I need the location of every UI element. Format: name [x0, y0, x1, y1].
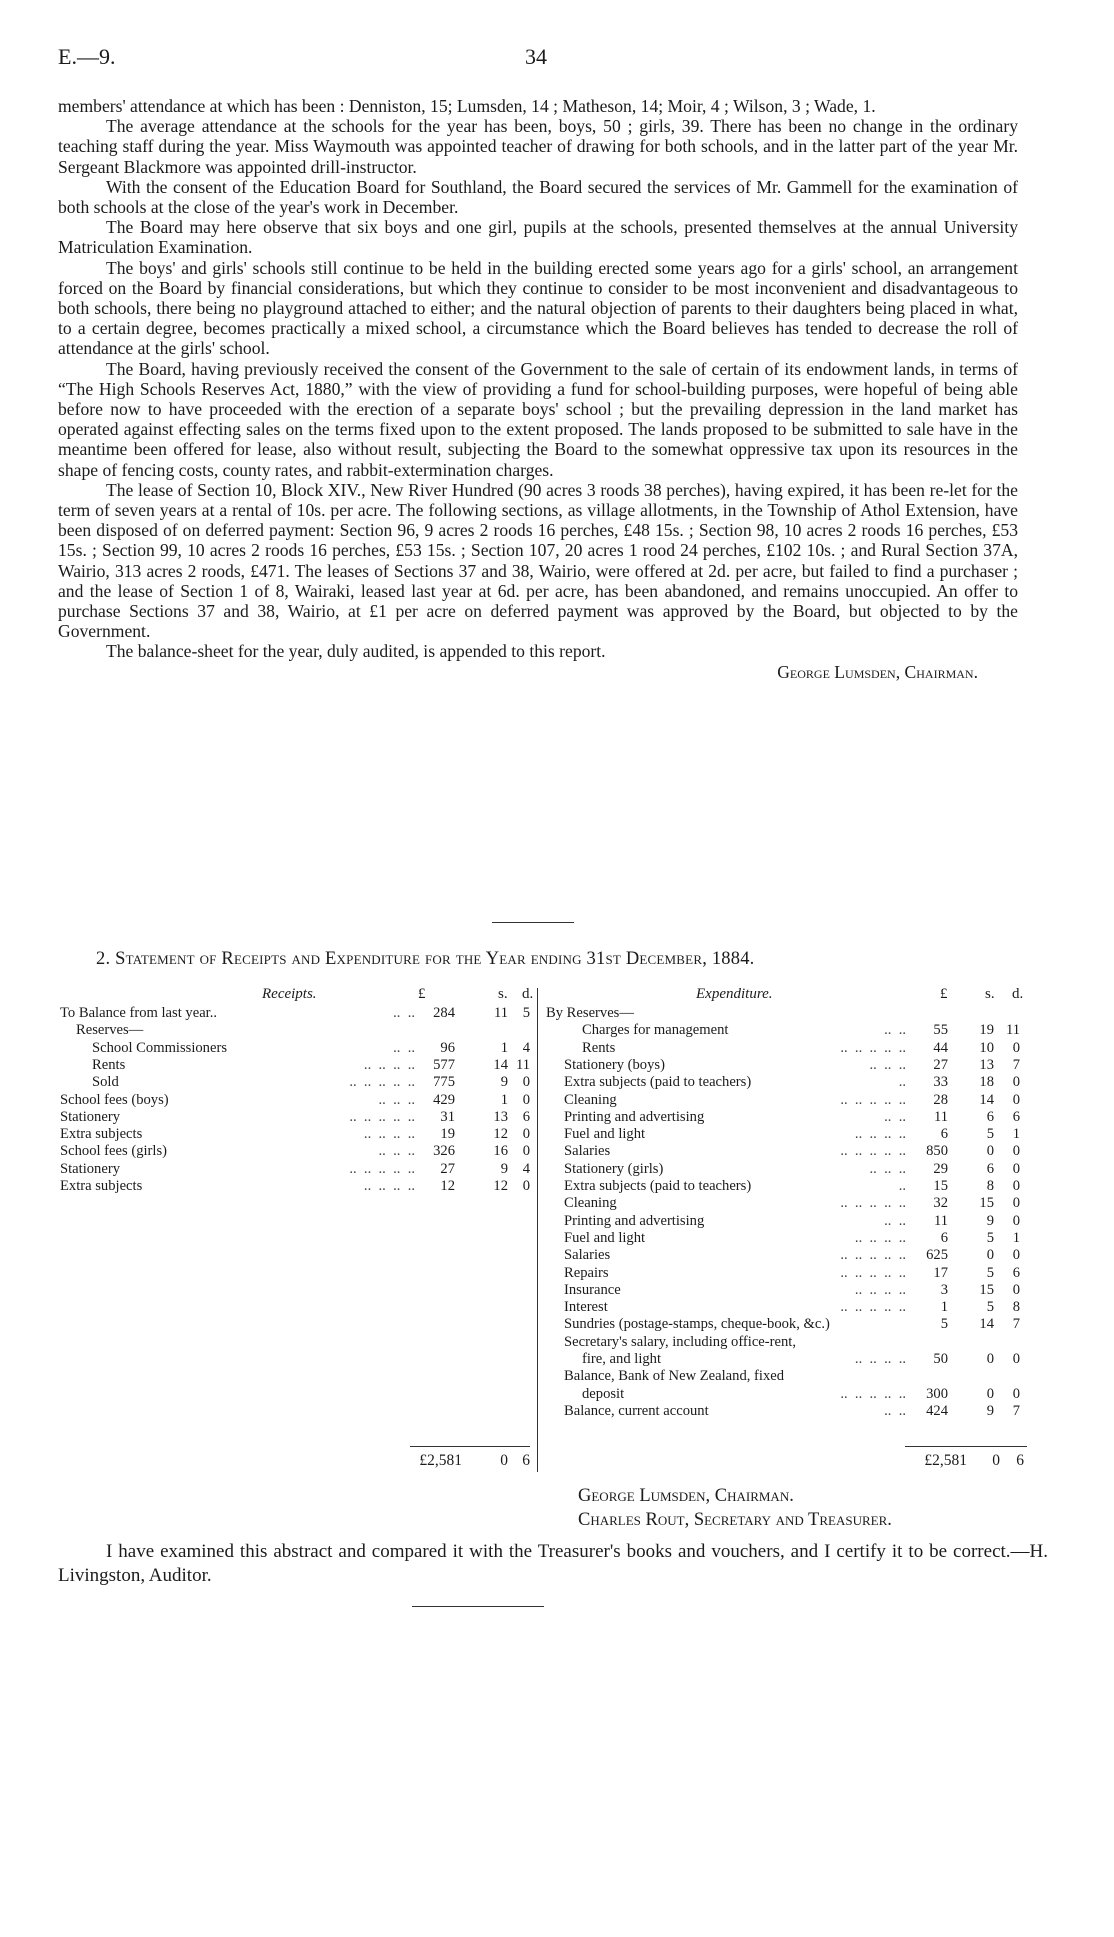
- expenditure-row: [546, 1230, 1026, 1247]
- auditor-note: I have examined this abstract and compared it with the Treasurer's books and vouchers, and I certify it to be correct.—H. Livingston, Auditor.: [58, 1541, 1048, 1586]
- expenditure-amount-pence: 0: [1012, 1178, 1020, 1194]
- expenditure-label: Fuel and light: [564, 1126, 646, 1143]
- receipts-amount-pounds: 27: [440, 1160, 455, 1177]
- expenditure-label: Balance, Bank of New Zealand, fixed: [564, 1368, 785, 1385]
- expenditure-label: Cleaning: [564, 1195, 617, 1212]
- expenditure-amount-pounds: 44: [933, 1039, 948, 1056]
- expenditure-row: [546, 1109, 1026, 1126]
- expenditure-row: [546, 1213, 1026, 1230]
- receipts-amount-shillings: 9: [500, 1074, 508, 1091]
- receipts-amount-pounds: 12: [440, 1178, 455, 1194]
- expenditure-label: Charges for management: [582, 1022, 729, 1039]
- expenditure-row: [546, 1368, 1026, 1385]
- report-body: [58, 96, 1018, 682]
- expenditure-amount-pence: 0: [1012, 1091, 1020, 1108]
- expenditure-amount-pence: 0: [1012, 1351, 1020, 1367]
- expenditure-amount-pounds: 29: [933, 1160, 948, 1177]
- expenditure-leader-dots: .. .. .. .. ..: [840, 1091, 906, 1108]
- expenditure-row: [546, 1022, 1026, 1039]
- expenditure-row: [546, 1040, 1026, 1057]
- expenditure-amount-shillings: 5: [986, 1126, 994, 1143]
- section-divider: [492, 922, 574, 923]
- expenditure-amount-pence: 0: [1012, 1160, 1020, 1177]
- receipts-amount-pence: 4: [522, 1160, 530, 1177]
- column-divider: [537, 988, 538, 1472]
- expenditure-label: Printing and advertising: [564, 1212, 705, 1229]
- expenditure-label: By Reserves—: [546, 1005, 634, 1021]
- receipts-row: [60, 1022, 535, 1039]
- expenditure-leader-dots: .. .. .. .. ..: [840, 1039, 906, 1056]
- expenditure-amount-pounds: 6: [940, 1126, 948, 1143]
- expenditure-row: [546, 1351, 1026, 1368]
- paragraph-2: The average attendance at the schools for the year has been, boys, 50 ; girls, 39. There has been no change in the ordinary teaching staff during the year. Miss Waymouth was appointed teacher of drawing for both schools, and in the latter part of the year Mr. Sergeant Blackmore was appointed drill-instructor.: [58, 116, 1018, 177]
- receipts-heading: Receipts.: [262, 986, 317, 1002]
- receipts-amount-pounds: 326: [433, 1143, 455, 1160]
- receipts-total-pence: 6: [522, 1452, 530, 1469]
- page-number: 34: [525, 44, 547, 69]
- expenditure-row: [546, 1299, 1026, 1316]
- receipts-total-shillings: 0: [500, 1452, 508, 1469]
- receipts-label: Stationery: [60, 1108, 120, 1125]
- receipts-row: [60, 1074, 535, 1091]
- expenditure-amount-pence: 7: [1012, 1402, 1020, 1419]
- expenditure-amount-pence: 0: [1012, 1212, 1020, 1229]
- receipts-label: School fees (girls): [60, 1143, 167, 1160]
- expenditure-amount-shillings: 0: [986, 1351, 994, 1367]
- receipts-label: School Commissioners: [92, 1039, 227, 1056]
- receipts-amount-pounds: 429: [433, 1091, 455, 1108]
- expenditure-label: Salaries: [564, 1247, 611, 1264]
- expenditure-leader-dots: .. .. .. ..: [854, 1281, 906, 1298]
- expenditure-amount-shillings: 5: [986, 1229, 994, 1246]
- expenditure-amount-shillings: 0: [986, 1385, 994, 1402]
- receipts-pence-head: d.: [522, 986, 534, 1002]
- receipts-amount-shillings: 9: [500, 1160, 508, 1177]
- expenditure-amount-pounds: 3: [940, 1281, 948, 1298]
- expenditure-amount-pounds: 55: [933, 1022, 948, 1039]
- expenditure-label: Sundries (postage-stamps, cheque-book, &c.): [564, 1316, 830, 1333]
- chairman-signature: George Lumsden, Chairman.: [578, 1486, 794, 1506]
- receipts-amount-shillings: 11: [493, 1005, 508, 1021]
- receipts-amount-pounds: 284: [433, 1005, 455, 1021]
- receipts-amount-shillings: 1: [500, 1091, 508, 1108]
- expenditure-amount-shillings: 6: [986, 1160, 994, 1177]
- expenditure-total-pounds: £2,581: [924, 1452, 967, 1469]
- expenditure-leader-dots: .. ..: [884, 1108, 906, 1125]
- expenditure-amount-pence: 0: [1012, 1195, 1020, 1212]
- expenditure-amount-pounds: 32: [933, 1195, 948, 1212]
- expenditure-leader-dots: .. .. .. ..: [854, 1126, 906, 1143]
- expenditure-amount-pence: 8: [1012, 1299, 1020, 1316]
- expenditure-amount-shillings: 0: [986, 1247, 994, 1264]
- receipts-label: To Balance from last year..: [60, 1005, 218, 1021]
- expenditure-amount-pounds: 850: [926, 1143, 948, 1160]
- expenditure-leader-dots: .. .. .. ..: [854, 1229, 906, 1246]
- paragraph-5: The boys' and girls' schools still continue to be held in the building erected some years ago for a girls' school, an arrangement forced on the Board by financial considerations, but which they continue to consider to be most inconvenient and disadvantageous to both schools, there being no playground attached to either; and the natural objection of parents to their daughters being placed in what, to a certain degree, becomes practically a mixed school, a circumstance which the Board believes has tended to decrease the roll of attendance at the girls' school.: [58, 257, 1018, 359]
- expenditure-row: [546, 1126, 1026, 1143]
- expenditure-leader-dots: .. .. .. ..: [854, 1351, 906, 1367]
- receipts-label: Stationery: [60, 1160, 120, 1177]
- receipts-row: [60, 1040, 535, 1057]
- receipts-row: [60, 1143, 535, 1160]
- expenditure-amount-pounds: 424: [926, 1402, 948, 1419]
- receipts-amount-pounds: 19: [440, 1126, 455, 1143]
- receipts-amount-pounds: 31: [440, 1108, 455, 1125]
- expenditure-total-rule: [905, 1446, 1027, 1447]
- receipts-label: Extra subjects: [60, 1178, 143, 1194]
- receipts-amount-pounds: 96: [440, 1039, 455, 1056]
- expenditure-amount-pence: 11: [1005, 1022, 1020, 1039]
- expenditure-amount-pounds: 625: [926, 1247, 948, 1264]
- receipts-amount-pence: 5: [522, 1005, 530, 1021]
- expenditure-amount-shillings: 13: [979, 1056, 994, 1073]
- expenditure-leader-dots: .. ..: [884, 1212, 906, 1229]
- receipts-total-rule: [410, 1446, 530, 1447]
- receipts-amount-pence: 0: [522, 1074, 530, 1091]
- paragraph-6: The Board, having previously received the consent of the Government to the sale of certain of its endowment lands, in terms of “The High Schools Reserves Act, 1880,” with the view of providing a fund for school-building purposes, were hopeful of being able before now to have proceeded with the erection of a separate boys' school ; but the prevailing depression in the land market has operated against effecting sales on the terms fixed upon to the extent proposed. The lands proposed to be submitted to sale have in the meantime been offered for lease, also without result, subjecting the Board to the somewhat oppressive tax upon its resources in the shape of fencing costs, county rates, and rabbit-extermination charges.: [58, 358, 1018, 480]
- receipts-amount-pence: 11: [515, 1056, 530, 1073]
- expenditure-row: [546, 1247, 1026, 1264]
- receipts-amount-pence: 0: [522, 1126, 530, 1143]
- receipts-amount-pence: 4: [522, 1039, 530, 1056]
- expenditure-row: [546, 1316, 1026, 1333]
- receipts-leader-dots: .. .. .. ..: [363, 1178, 415, 1194]
- expenditure-leader-dots: ..: [898, 1074, 906, 1091]
- receipts-amount-pence: 0: [522, 1178, 530, 1194]
- receipts-leader-dots: .. .. ..: [378, 1091, 415, 1108]
- expenditure-amount-pence: 1: [1012, 1126, 1020, 1143]
- expenditure-amount-pence: 0: [1012, 1247, 1020, 1264]
- receipts-amount-shillings: 16: [493, 1143, 508, 1160]
- expenditure-amount-pounds: 27: [933, 1056, 948, 1073]
- receipts-amount-pence: 0: [522, 1091, 530, 1108]
- expenditure-row: [546, 1074, 1026, 1091]
- closing-divider: [412, 1606, 544, 1607]
- expenditure-leader-dots: .. ..: [884, 1022, 906, 1039]
- receipts-leader-dots: .. .. .. ..: [363, 1056, 415, 1073]
- expenditure-amount-shillings: 9: [986, 1212, 994, 1229]
- receipts-leader-dots: .. .. ..: [378, 1143, 415, 1160]
- expenditure-row: [546, 1161, 1026, 1178]
- expenditure-label: Cleaning: [564, 1091, 617, 1108]
- expenditure-leader-dots: .. .. .. .. ..: [840, 1247, 906, 1264]
- expenditure-label: fire, and light: [582, 1351, 662, 1367]
- expenditure-row: [546, 1282, 1026, 1299]
- expenditure-label: Stationery (boys): [564, 1056, 665, 1073]
- expenditure-amount-shillings: 10: [979, 1039, 994, 1056]
- receipts-label: Sold: [92, 1074, 119, 1091]
- expenditure-amount-shillings: 0: [986, 1143, 994, 1160]
- expenditure-amount-shillings: 15: [979, 1195, 994, 1212]
- expenditure-amount-shillings: 19: [979, 1022, 994, 1039]
- expenditure-amount-pence: 6: [1012, 1264, 1020, 1281]
- expenditure-leader-dots: .. .. ..: [869, 1056, 906, 1073]
- expenditure-leader-dots: .. .. .. .. ..: [840, 1195, 906, 1212]
- expenditure-amount-shillings: 15: [979, 1281, 994, 1298]
- receipts-row: [60, 1161, 535, 1178]
- expenditure-amount-pounds: 5: [940, 1316, 948, 1333]
- expenditure-row: [546, 1178, 1026, 1195]
- receipts-row: [60, 1126, 535, 1143]
- document-code: E.—9.: [58, 44, 116, 69]
- expenditure-amount-pence: 0: [1012, 1074, 1020, 1091]
- expenditure-amount-pounds: 6: [940, 1229, 948, 1246]
- expenditure-amount-pounds: 1: [940, 1299, 948, 1316]
- secretary-signature: Charles Rout, Secretary and Treasurer.: [578, 1510, 892, 1530]
- expenditure-shilling-head: s.: [985, 986, 995, 1002]
- paragraph-4: The Board may here observe that six boys and one girl, pupils at the schools, presented themselves at the annual University Matriculation Examination.: [58, 217, 1018, 258]
- expenditure-amount-shillings: 9: [986, 1402, 994, 1419]
- expenditure-label: deposit: [582, 1385, 625, 1402]
- expenditure-row: [546, 1005, 1026, 1022]
- expenditure-amount-shillings: 14: [979, 1316, 994, 1333]
- receipts-row: [60, 1005, 535, 1022]
- receipts-amount-pounds: 577: [433, 1056, 455, 1073]
- expenditure-amount-pounds: 300: [926, 1385, 948, 1402]
- expenditure-label: Repairs: [564, 1264, 609, 1281]
- expenditure-leader-dots: ..: [898, 1178, 906, 1194]
- expenditure-label: Extra subjects (paid to teachers): [564, 1178, 752, 1194]
- receipts-row: [60, 1178, 535, 1195]
- expenditure-amount-shillings: 18: [979, 1074, 994, 1091]
- expenditure-amount-pence: 7: [1012, 1056, 1020, 1073]
- paragraph-1: members' attendance at which has been : Denniston, 15; Lumsden, 14 ; Matheson, 14; Moir, 4 ; Wilson, 3 ; Wade, 1.: [58, 96, 876, 116]
- expenditure-label: Secretary's salary, including office-rent,: [564, 1333, 796, 1350]
- expenditure-amount-pounds: 17: [933, 1264, 948, 1281]
- receipts-label: School fees (boys): [60, 1091, 169, 1108]
- expenditure-label: Insurance: [564, 1281, 621, 1298]
- expenditure-leader-dots: .. .. ..: [869, 1160, 906, 1177]
- expenditure-amount-shillings: 5: [986, 1264, 994, 1281]
- expenditure-leader-dots: .. .. .. .. ..: [840, 1264, 906, 1281]
- signatories: [578, 1484, 892, 1532]
- paragraph-8: The balance-sheet for the year, duly audited, is appended to this report.: [106, 641, 606, 662]
- expenditure-amount-pence: 0: [1012, 1281, 1020, 1298]
- receipts-amount-shillings: 12: [493, 1126, 508, 1143]
- expenditure-leader-dots: .. .. .. .. ..: [840, 1143, 906, 1160]
- expenditure-label: Stationery (girls): [564, 1160, 664, 1177]
- auditor-certificate: [58, 1540, 1048, 1588]
- expenditure-amount-shillings: 6: [986, 1108, 994, 1125]
- expenditure-amount-pounds: 11: [933, 1108, 948, 1125]
- receipts-leader-dots: .. .. .. .. ..: [349, 1160, 415, 1177]
- expenditure-heading: Expenditure.: [696, 986, 773, 1002]
- expenditure-leader-dots: .. ..: [884, 1402, 906, 1419]
- expenditure-amount-pence: 6: [1012, 1108, 1020, 1125]
- expenditure-total-shillings: 0: [992, 1452, 1000, 1469]
- report-signature: George Lumsden, Chairman.: [777, 661, 978, 682]
- receipts-shilling-head: s.: [498, 986, 508, 1002]
- expenditure-label: Printing and advertising: [564, 1108, 705, 1125]
- expenditure-label: Extra subjects (paid to teachers): [564, 1074, 752, 1091]
- paragraph-7: The lease of Section 10, Block XIV., New River Hundred (90 acres 3 roods 38 perches), having expired, it has been re-let for the term of seven years at a rental of 10s. per acre. The following sections, as village allotments, in the Township of Athol Extension, have been disposed of on deferred payment: Section 96, 9 acres 2 roods 16 perches, £48 15s. ; Section 98, 10 acres 2 roods 16 perches, £53 15s. ; Section 99, 10 acres 2 roods 16 perches, £53 15s. ; Section 107, 20 acres 1 rood 24 perches, £102 10s. ; and Rural Section 37A, Wairio, 313 acres 2 roods, £471. The leases of Sections 37 and 38, Wairio, were offered at 2d. per acre, but failed to find a purchaser ; and the lease of Section 1 of 8, Wairaki, leased last year at 6d. per acre, has been abandoned, and remains unoccupied. An offer to purchase Sections 37 and 38, Wairio, at £1 per acre on deferred payment was approved by the Board, but objected to by the Government.: [58, 479, 1018, 642]
- expenditure-leader-dots: .. .. .. .. ..: [840, 1385, 906, 1402]
- expenditure-amount-pounds: 50: [933, 1351, 948, 1367]
- expenditure-row: [546, 1143, 1026, 1160]
- expenditure-row: [546, 1057, 1026, 1074]
- receipts-label: Reserves—: [76, 1022, 144, 1039]
- receipts-leader-dots: .. .. .. .. ..: [349, 1108, 415, 1125]
- expenditure-pence-head: d.: [1012, 986, 1024, 1002]
- receipts-pound-head: £: [418, 986, 426, 1002]
- expenditure-amount-shillings: 8: [986, 1178, 994, 1194]
- expenditure-total-pence: 6: [1016, 1452, 1024, 1469]
- receipts-row: [60, 1057, 535, 1074]
- expenditure-row: [546, 1386, 1026, 1403]
- expenditure-amount-pence: 0: [1012, 1039, 1020, 1056]
- expenditure-row: [546, 1195, 1026, 1212]
- expenditure-label: Rents: [582, 1039, 616, 1056]
- receipts-row: [60, 1092, 535, 1109]
- receipts-leader-dots: .. .. .. .. ..: [349, 1074, 415, 1091]
- expenditure-amount-pounds: 33: [933, 1074, 948, 1091]
- expenditure-row: [546, 1265, 1026, 1282]
- expenditure-label: Interest: [564, 1299, 608, 1316]
- receipts-label: Extra subjects: [60, 1126, 143, 1143]
- receipts-amount-shillings: 13: [493, 1108, 508, 1125]
- paragraph-3: With the consent of the Education Board for Southland, the Board secured the services of Mr. Gammell for the examination of both schools at the close of the year's work in December.: [58, 176, 1018, 218]
- receipts-label: Rents: [92, 1056, 126, 1073]
- expenditure-label: Fuel and light: [564, 1229, 646, 1246]
- receipts-leader-dots: .. ..: [393, 1005, 415, 1021]
- expenditure-amount-pounds: 11: [933, 1212, 948, 1229]
- expenditure-amount-shillings: 14: [979, 1091, 994, 1108]
- receipts-amount-pence: 6: [522, 1108, 530, 1125]
- receipts-amount-shillings: 14: [493, 1056, 508, 1073]
- receipts-leader-dots: .. .. .. ..: [363, 1126, 415, 1143]
- receipts-amount-pounds: 775: [433, 1074, 455, 1091]
- receipts-amount-shillings: 1: [500, 1039, 508, 1056]
- expenditure-amount-pounds: 28: [933, 1091, 948, 1108]
- expenditure-row: [546, 1334, 1026, 1351]
- expenditure-row: [546, 1403, 1026, 1420]
- receipts-amount-pence: 0: [522, 1143, 530, 1160]
- expenditure-amount-shillings: 5: [986, 1299, 994, 1316]
- receipts-row: [60, 1109, 535, 1126]
- statement-title: 2. Statement of Receipts and Expenditure for the Year ending 31st December, 1884.: [96, 949, 755, 969]
- expenditure-label: Balance, current account: [564, 1402, 709, 1419]
- expenditure-amount-pounds: 15: [933, 1178, 948, 1194]
- expenditure-amount-pence: 1: [1012, 1229, 1020, 1246]
- expenditure-pound-head: £: [940, 986, 948, 1002]
- expenditure-row: [546, 1092, 1026, 1109]
- receipts-amount-shillings: 12: [493, 1178, 508, 1194]
- receipts-total-pounds: £2,581: [419, 1452, 462, 1469]
- expenditure-amount-pence: 7: [1012, 1316, 1020, 1333]
- expenditure-label: Salaries: [564, 1143, 611, 1160]
- receipts-leader-dots: .. ..: [393, 1039, 415, 1056]
- expenditure-amount-pence: 0: [1012, 1143, 1020, 1160]
- expenditure-amount-pence: 0: [1012, 1385, 1020, 1402]
- expenditure-leader-dots: .. .. .. .. ..: [840, 1299, 906, 1316]
